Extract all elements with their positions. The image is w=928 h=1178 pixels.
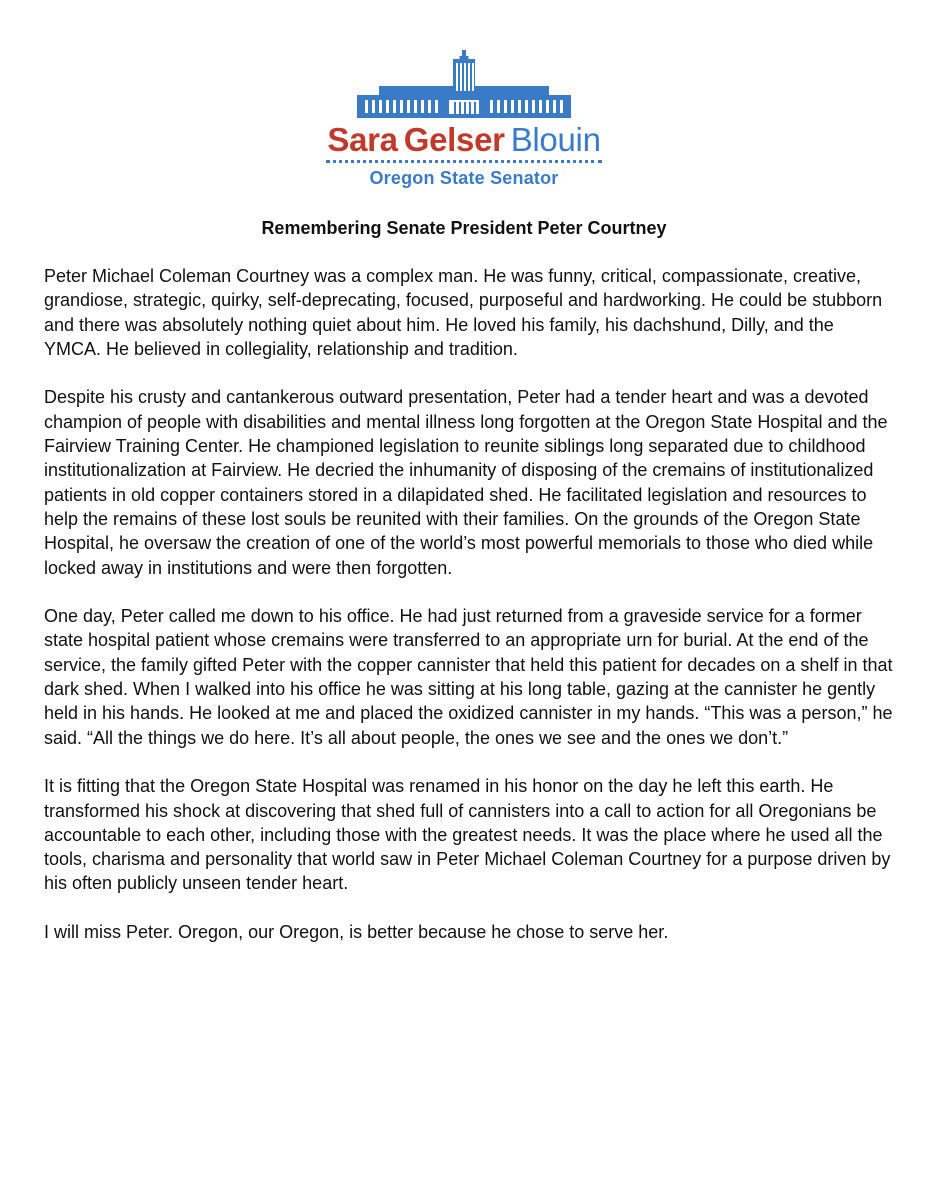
paragraph: It is fitting that the Oregon State Hospital was renamed in his honor on the day he left this earth. He transformed his shock at discovering that shed full of cannisters into a call to action for all Oregonians be accountable to each other, including those with the greatest needs. It was the place where he used all the tools, charisma and personality that world saw in Peter Michael Coleman Courtney for a purpose driven by his often publicly unseen tender heart. xyxy=(44,776,891,894)
senator-title: Oregon State Senator xyxy=(369,168,559,188)
paragraph: One day, Peter called me down to his office. He had just returned from a graveside service for a former state hospital patient whose cremains were transferred to an appropriate urn for burial. At the end of the service, the family gifted Peter with the copper cannister that held this patient for decades on a shelf in that dark shed. When I walked into his office he was sitting at his long table, gazing at the cannister he gently held in his hands. He looked at me and placed the oxidized cannister in my hands. “This was a person,” he said. “All the things we do here. It’s all about people, the ones we see and the ones we don’t.” xyxy=(44,606,893,748)
capitol-building-icon xyxy=(353,50,575,120)
logo-divider xyxy=(326,160,602,163)
paragraph: Despite his crusty and cantankerous outward presentation, Peter had a tender heart and was a devoted champion of people with disabilities and mental illness long forgotten at the Oregon State Hospital and the Fairview Training Center. He championed legislation to reunite siblings long separated due to childhood institutionalization at Fairview. He decried the inhumanity of disposing of the cremains of institutionalized patients in old copper containers stored in a dilapidated shed. He facilitated legislation and resources to help the remains of these lost souls be reunited with their families. On the grounds of the Oregon State Hospital, he oversaw the creation of one of the world’s most powerful memorials to those who died while locked away in institutions and were then forgotten. xyxy=(44,387,888,578)
letterhead xyxy=(0,50,928,189)
name-last: Blouin xyxy=(510,121,601,158)
document-title: Remembering Senate President Peter Courtney xyxy=(261,218,667,238)
paragraph: Peter Michael Coleman Courtney was a complex man. He was funny, critical, compassionate, creative, grandiose, strategic, quirky, self-deprecating, focused, purposeful and hardworking. He could be stubborn and there was absolutely nothing quiet about him. He loved his family, his dachshund, Dilly, and the YMCA. He believed in collegiality, relationship and tradition. xyxy=(44,266,883,359)
document-body xyxy=(44,264,894,969)
name-first: Sara xyxy=(327,121,398,158)
senator-name-logo xyxy=(0,122,928,158)
name-middle: Gelser xyxy=(403,121,505,158)
paragraph: I will miss Peter. Oregon, our Oregon, is better because he chose to serve her. xyxy=(44,922,669,943)
